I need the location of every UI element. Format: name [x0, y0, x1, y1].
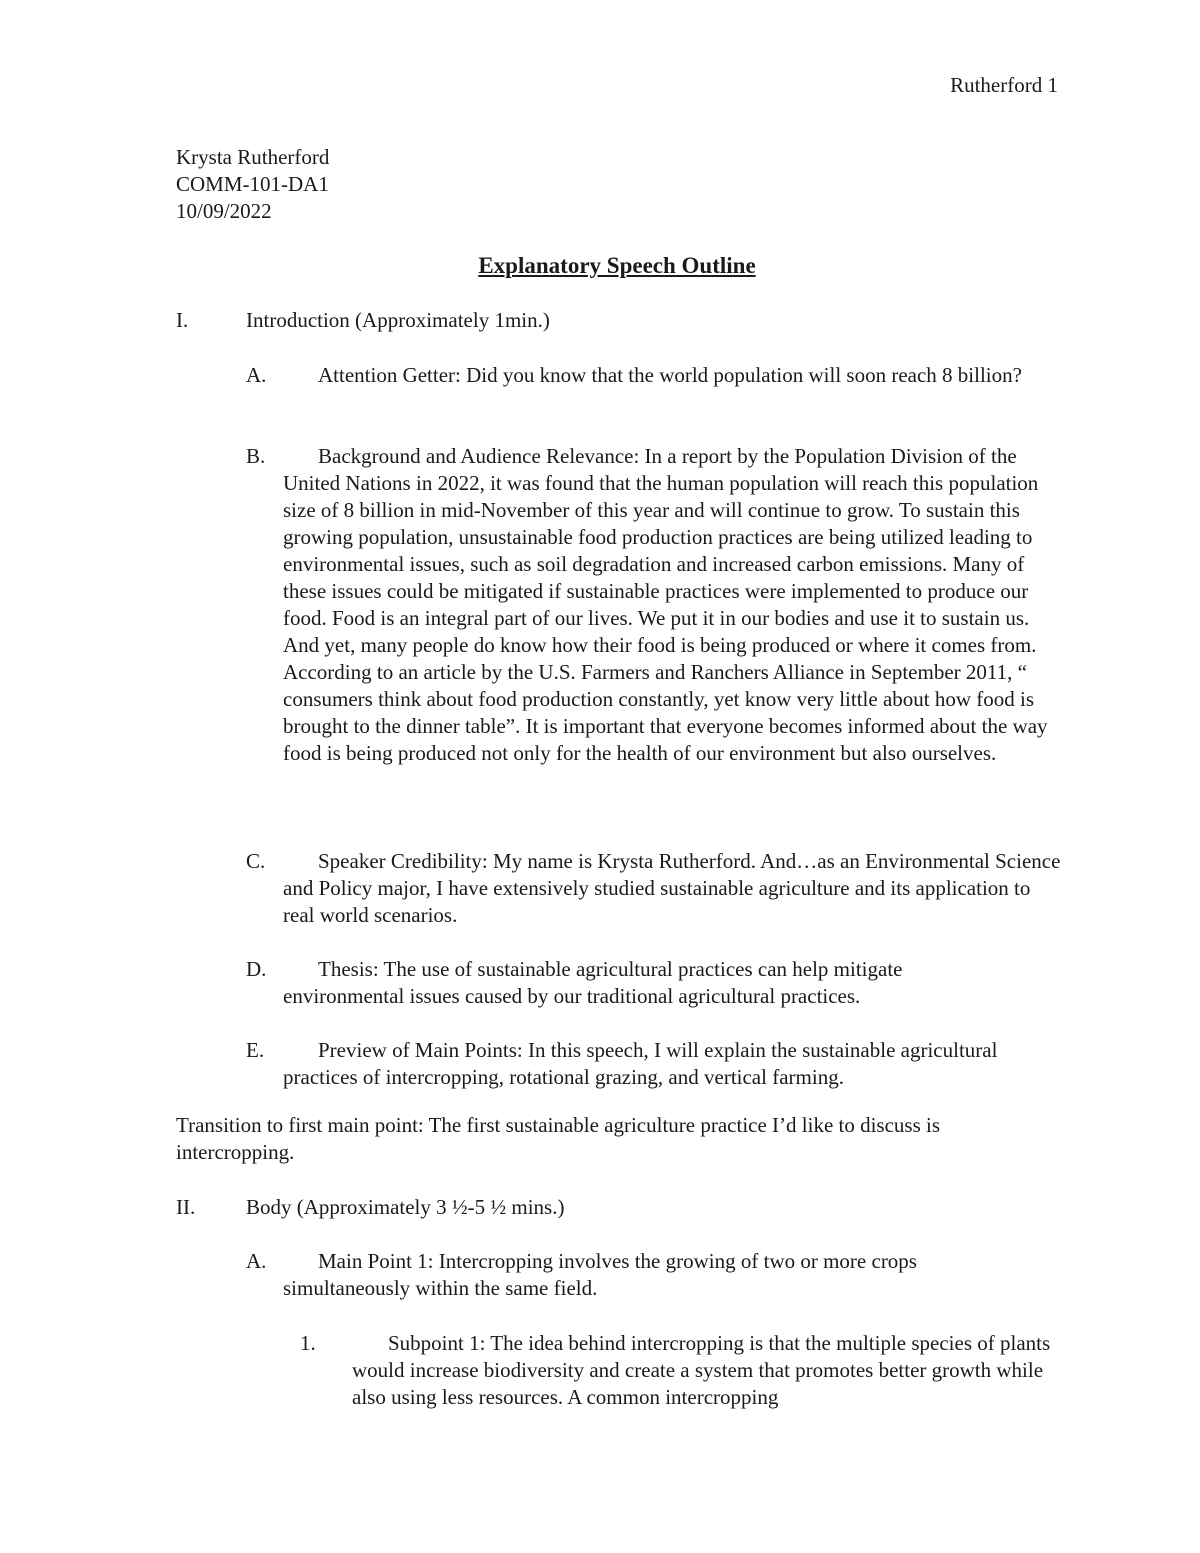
section-number: II. — [176, 1195, 196, 1219]
document-date: 10/09/2022 — [176, 199, 272, 223]
item-text: Main Point 1: Intercropping involves the growing of two or more crops simultaneously within the same field. — [283, 1249, 917, 1300]
item-letter: B. — [246, 444, 266, 468]
transition-text: Transition to first main point: The first sustainable agriculture practice I’d like to discuss is intercropping. — [176, 1113, 941, 1164]
document-title: Explanatory Speech Outline — [478, 253, 756, 278]
section-heading: Introduction (Approximately 1min.) — [246, 308, 550, 332]
running-header: Rutherford 1 — [950, 73, 1058, 97]
item-letter: C. — [246, 849, 266, 873]
course-code: COMM-101-DA1 — [176, 172, 329, 196]
item-text: Speaker Credibility: My name is Krysta Rutherford. And…as an Environmental Science and Policy major, I have extensively studied sustainable agriculture and its application to real world scenarios. — [283, 849, 1061, 927]
item-text: Background and Audience Relevance: In a report by the Population Division of the United Nations in 2022, it was found that the human population will reach this population size of 8 billion in mid-November of this year and will continue to grow. To sustain this growing population, unsustainable food production practices are being utilized leading to environmental issues, such as soil degradation and increased carbon emissions. Many of these issues could be mitigated if sustainable practices were implemented to produce our food. Food is an integral part of our lives. We put it in our bodies and use it to sustain us. And yet, many people do know how their food is being produced or where it comes from. According to an article by the U.S. Farmers and Ranchers Alliance in September 2011, “ consumers think about food production constantly, yet know very little about how food is brought to the dinner table”. It is important that everyone becomes informed about the way food is being produced not only for the health of our environment but also ourselves. — [283, 444, 1048, 765]
item-letter: A. — [246, 1249, 267, 1273]
item-text: Thesis: The use of sustainable agricultural practices can help mitigate environmental issues caused by our traditional agricultural practices. — [283, 957, 903, 1008]
item-letter: E. — [246, 1038, 265, 1062]
item-text: Attention Getter: Did you know that the world population will soon reach 8 billion? — [318, 363, 1022, 387]
item-letter: D. — [246, 957, 267, 981]
subpoint-number: 1. — [300, 1331, 316, 1355]
item-letter: A. — [246, 363, 267, 387]
author-block — [176, 144, 1062, 225]
section-heading: Body (Approximately 3 ½-5 ½ mins.) — [246, 1195, 565, 1219]
subpoint-text: Subpoint 1: The idea behind intercropping is that the multiple species of plants would increase biodiversity and create a system that promotes better growth while also using less resources. A common intercropping — [352, 1331, 1051, 1409]
item-text: Preview of Main Points: In this speech, I will explain the sustainable agricultural practices of intercropping, rotational grazing, and vertical farming. — [283, 1038, 998, 1089]
section-number: I. — [176, 308, 189, 332]
author-name: Krysta Rutherford — [176, 145, 330, 169]
